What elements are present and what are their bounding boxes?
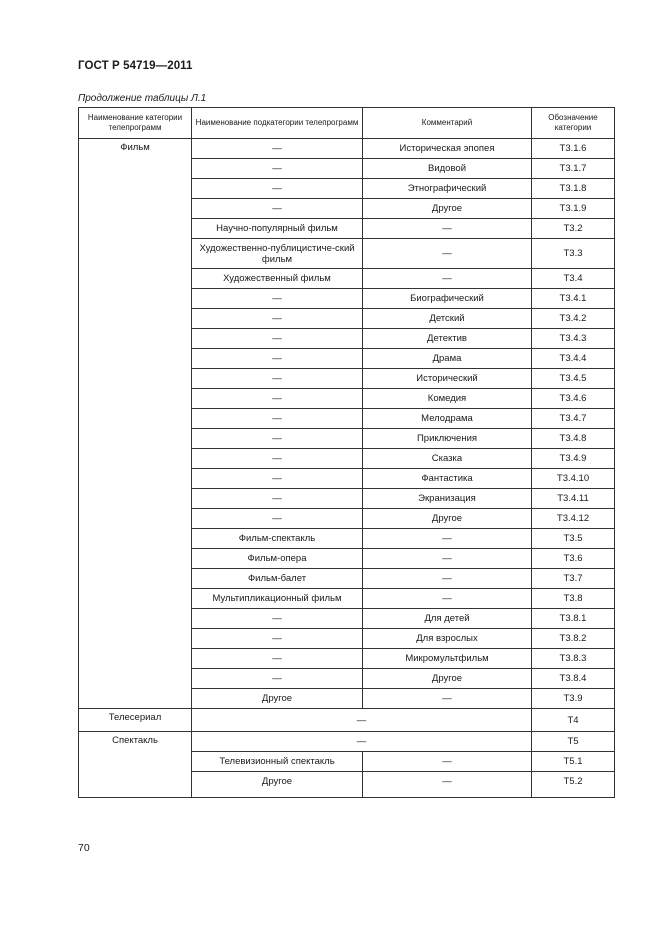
subcategory-cell: — bbox=[192, 509, 363, 529]
subcategory-cell: — bbox=[192, 179, 363, 199]
code-cell: Т3.5 bbox=[532, 529, 615, 549]
subcategory-cell: — bbox=[192, 489, 363, 509]
code-cell: Т3.1.6 bbox=[532, 139, 615, 159]
comment-cell: — bbox=[363, 219, 532, 239]
merged-cell: — bbox=[192, 732, 532, 752]
comment-cell: — bbox=[363, 772, 532, 798]
subcategory-cell: — bbox=[192, 409, 363, 429]
subcategory-cell: — bbox=[192, 309, 363, 329]
column-header: Комментарий bbox=[363, 108, 532, 139]
subcategory-cell: Научно-популярный фильм bbox=[192, 219, 363, 239]
code-cell: Т3.7 bbox=[532, 569, 615, 589]
category-cell: Фильм bbox=[79, 139, 192, 709]
subcategory-cell: — bbox=[192, 199, 363, 219]
subcategory-cell: Другое bbox=[192, 772, 363, 798]
comment-cell: Исторический bbox=[363, 369, 532, 389]
comment-cell: — bbox=[363, 529, 532, 549]
subcategory-cell: Фильм-балет bbox=[192, 569, 363, 589]
subcategory-cell: — bbox=[192, 669, 363, 689]
comment-cell: Для взрослых bbox=[363, 629, 532, 649]
table-row bbox=[79, 732, 615, 752]
code-cell: Т5.2 bbox=[532, 772, 615, 798]
comment-cell: — bbox=[363, 549, 532, 569]
comment-cell: Фантастика bbox=[363, 469, 532, 489]
subcategory-cell: — bbox=[192, 449, 363, 469]
code-cell: Т3.4.10 bbox=[532, 469, 615, 489]
code-cell: Т3.8.3 bbox=[532, 649, 615, 669]
comment-cell: — bbox=[363, 752, 532, 772]
category-cell: Телесериал bbox=[79, 709, 192, 732]
comment-cell: — bbox=[363, 689, 532, 709]
comment-cell: — bbox=[363, 589, 532, 609]
page-number: 70 bbox=[78, 842, 90, 854]
column-header: Наименование подкатегории телепрограмм bbox=[192, 108, 363, 139]
subcategory-cell: Художественно-публицистиче-ский фильм bbox=[192, 239, 363, 269]
column-header: Обозначение категории bbox=[532, 108, 615, 139]
subcategory-cell: — bbox=[192, 349, 363, 369]
subcategory-cell: — bbox=[192, 139, 363, 159]
subcategory-cell: — bbox=[192, 289, 363, 309]
code-cell: Т3.4.9 bbox=[532, 449, 615, 469]
subcategory-cell: — bbox=[192, 159, 363, 179]
comment-cell: Другое bbox=[363, 669, 532, 689]
subcategory-cell: — bbox=[192, 649, 363, 669]
subcategory-cell: Фильм-спектакль bbox=[192, 529, 363, 549]
subcategory-cell: Телевизионный спектакль bbox=[192, 752, 363, 772]
comment-cell: Драма bbox=[363, 349, 532, 369]
comment-cell: Экранизация bbox=[363, 489, 532, 509]
table-row bbox=[79, 709, 615, 732]
code-cell: Т4 bbox=[532, 709, 615, 732]
category-cell: Спектакль bbox=[79, 732, 192, 798]
code-cell: Т3.4.6 bbox=[532, 389, 615, 409]
comment-cell: Этнографический bbox=[363, 179, 532, 199]
table-caption: Продолжение таблицы Л.1 bbox=[78, 93, 207, 104]
comment-cell: — bbox=[363, 569, 532, 589]
subcategory-cell: Художественный фильм bbox=[192, 269, 363, 289]
merged-cell: — bbox=[192, 709, 532, 732]
code-cell: Т3.8.1 bbox=[532, 609, 615, 629]
comment-cell: Видовой bbox=[363, 159, 532, 179]
code-cell: Т5 bbox=[532, 732, 615, 752]
subcategory-cell: — bbox=[192, 469, 363, 489]
code-cell: Т3.4.7 bbox=[532, 409, 615, 429]
comment-cell: Комедия bbox=[363, 389, 532, 409]
code-cell: Т3.8.4 bbox=[532, 669, 615, 689]
comment-cell: Историческая эпопея bbox=[363, 139, 532, 159]
subcategory-cell: Другое bbox=[192, 689, 363, 709]
categories-table bbox=[78, 107, 615, 798]
subcategory-cell: — bbox=[192, 609, 363, 629]
subcategory-cell: — bbox=[192, 389, 363, 409]
code-cell: Т3.4.1 bbox=[532, 289, 615, 309]
code-cell: Т3.8.2 bbox=[532, 629, 615, 649]
comment-cell: Микромультфильм bbox=[363, 649, 532, 669]
comment-cell: — bbox=[363, 269, 532, 289]
subcategory-cell: Мультипликационный фильм bbox=[192, 589, 363, 609]
comment-cell: Приключения bbox=[363, 429, 532, 449]
subcategory-cell: Фильм-опера bbox=[192, 549, 363, 569]
code-cell: Т3.6 bbox=[532, 549, 615, 569]
comment-cell: Детский bbox=[363, 309, 532, 329]
comment-cell: Детектив bbox=[363, 329, 532, 349]
code-cell: Т3.1.8 bbox=[532, 179, 615, 199]
code-cell: Т3.2 bbox=[532, 219, 615, 239]
table-row bbox=[79, 139, 615, 159]
subcategory-cell: — bbox=[192, 429, 363, 449]
table-header-row bbox=[79, 108, 615, 139]
code-cell: Т3.3 bbox=[532, 239, 615, 269]
document-title: ГОСТ Р 54719—2011 bbox=[78, 60, 193, 72]
code-cell: Т3.4 bbox=[532, 269, 615, 289]
code-cell: Т3.4.12 bbox=[532, 509, 615, 529]
subcategory-cell: — bbox=[192, 369, 363, 389]
code-cell: Т3.4.3 bbox=[532, 329, 615, 349]
comment-cell: Мелодрама bbox=[363, 409, 532, 429]
code-cell: Т3.1.7 bbox=[532, 159, 615, 179]
subcategory-cell: — bbox=[192, 329, 363, 349]
column-header: Наименование категории телепрограмм bbox=[79, 108, 192, 139]
comment-cell: Другое bbox=[363, 199, 532, 219]
comment-cell: Другое bbox=[363, 509, 532, 529]
comment-cell: Для детей bbox=[363, 609, 532, 629]
code-cell: Т3.4.2 bbox=[532, 309, 615, 329]
code-cell: Т5.1 bbox=[532, 752, 615, 772]
code-cell: Т3.4.4 bbox=[532, 349, 615, 369]
code-cell: Т3.1.9 bbox=[532, 199, 615, 219]
code-cell: Т3.4.11 bbox=[532, 489, 615, 509]
code-cell: Т3.4.5 bbox=[532, 369, 615, 389]
code-cell: Т3.4.8 bbox=[532, 429, 615, 449]
subcategory-cell: — bbox=[192, 629, 363, 649]
comment-cell: Биографический bbox=[363, 289, 532, 309]
comment-cell: — bbox=[363, 239, 532, 269]
comment-cell: Сказка bbox=[363, 449, 532, 469]
code-cell: Т3.8 bbox=[532, 589, 615, 609]
code-cell: Т3.9 bbox=[532, 689, 615, 709]
